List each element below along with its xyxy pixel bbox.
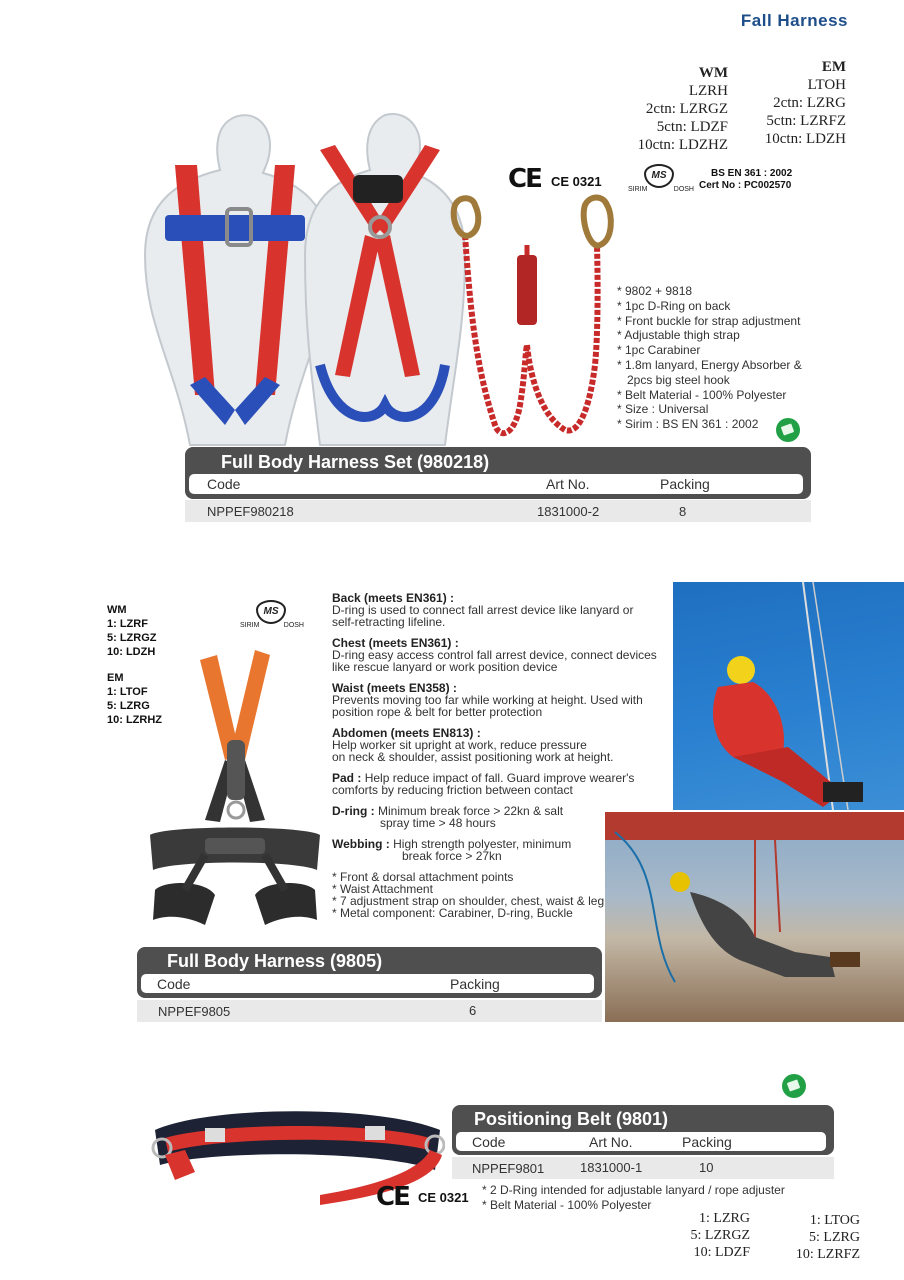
rope-access-photo-1 [673,582,904,810]
ce-number: CE 0321 [418,1190,469,1205]
feature-waist [332,682,657,718]
cell-packing: 10 [699,1160,714,1175]
wm-code-line: 5: LZRGZ [107,632,157,644]
header-code: Code [472,1134,506,1150]
feature-text: High strength polyester, minimum [393,837,572,851]
feature-back [332,592,657,628]
feature-text: Help reduce impact of fall. Guard improve wearer's [364,771,635,785]
wm-heading: WM [698,65,728,81]
cell-code: NPPEF9801 [472,1161,545,1176]
spec-line: * 1pc Carabiner [617,343,701,358]
em-code-line: 5ctn: LZRFZ [766,113,846,129]
code-line: 10: LZRFZ [795,1247,860,1262]
climber-illustration [673,582,904,810]
em-code-line: 1: LTOF [107,686,148,698]
spec-line: 2pcs big steel hook [617,372,730,387]
wm-code-line: 1: LZRF [107,618,148,630]
header-code: Code [207,476,241,492]
spec-line: * Belt Material - 100% Polyester [617,387,787,402]
code-line: 5: LZRGZ [690,1228,750,1243]
em-code-line: LTOH [807,77,846,93]
header-art-no: Art No. [546,476,590,492]
ms-logo-icon: MS [256,600,286,624]
belt-codes-left [691,1210,751,1261]
wm-code-line: 2ctn: LZRGZ [645,101,728,117]
em-code-line: 2ctn: LZRG [773,95,846,111]
header-code: Code [157,976,191,992]
table-row [452,1157,834,1179]
worker-illustration [605,812,904,1022]
spec-line: * Front buckle for strap adjustment [617,313,801,328]
feature-label: Pad : [332,771,362,785]
spec-line: * Belt Material - 100% Polyester [482,1198,652,1212]
code-line: 1: LZRG [699,1211,750,1226]
feature-text: D-ring easy access control fall arrest device, connect devices [332,648,657,662]
feature-text: on neck & shoulder, assist positioning work at height. [332,750,614,764]
feature-chest [332,637,657,673]
dosh-label: DOSH [283,622,304,629]
rope-access-photo-2 [605,812,904,1022]
feature-text: like rescue lanyard or work position device [332,660,558,674]
product-title: Full Body Harness Set (980218) [221,452,490,472]
table-row [137,1000,602,1022]
em-heading: EM [107,672,124,684]
em-code-line: 10: LZRHZ [107,714,162,726]
ms-logo-icon: MS [644,164,674,188]
sirim-label: SIRIM [240,622,260,629]
feature-label: Webbing : [332,837,390,851]
sirim-badge [628,164,694,196]
em-code-line: 5: LZRG [107,700,150,712]
spec-line: * Sirim : BS EN 361 : 2002 [617,417,759,432]
wm-code-line: 10: LDZH [107,646,156,658]
feature-text: comforts by reducing friction between contact [332,783,573,797]
harness-set-photo [135,105,615,450]
feature-text: spray time > 48 hours [380,816,496,830]
feature-text: position rope & belt for better protection [332,705,543,719]
table-header-row [141,974,594,993]
ce-mark-icon: CE [376,1182,409,1212]
sirim-badge [240,600,304,632]
table-header-row [189,474,803,494]
code-line: 5: LZRG [809,1230,860,1245]
green-eco-icon [776,418,800,442]
feature-text: Minimum break force > 22kn & salt [378,804,564,818]
wm-code-line: 10ctn: LDZHZ [637,137,728,153]
spec-line: * 1.8m lanyard, Energy Absorber & [617,357,802,372]
sirim-label: SIRIM [628,186,648,193]
em-code-block [765,58,846,148]
feature-label: D-ring : [332,804,375,818]
code-line: 10: LDZF [693,1245,750,1260]
em-heading: EM [821,59,846,75]
spec-line: * 2 D-Ring intended for adjustable lanyard / rope adjuster [482,1183,785,1197]
cell-packing: 8 [679,504,687,519]
harness-set-title-bar [185,447,811,499]
spec-line: * 9802 + 9818 [617,284,693,298]
feature-text: Help worker sit upright at work, reduce pressure [332,738,587,752]
harness-set-illustration [135,105,615,450]
bullet-line: * 7 adjustment strap on shoulder, chest, waist & leg [332,894,605,908]
harness-set-specs [617,284,802,432]
feature-heading: Abdomen (meets EN813) : [332,726,481,740]
bullet-line: * Front & dorsal attachment points [332,870,514,884]
dosh-label: DOSH [673,186,694,193]
positioning-belt-title-bar [452,1105,834,1155]
cell-packing: 6 [469,1003,477,1018]
em-code-line: 10ctn: LDZH [764,131,846,147]
full-body-harness-photo [145,650,325,935]
header-packing: Packing [682,1134,732,1150]
feature-pad [332,772,657,796]
wm-heading: WM [107,604,127,616]
feature-text: D-ring is used to connect fall arrest device like lanyard or [332,603,634,617]
standard-text: BS EN 361 : 2002 [711,168,793,179]
wm-code-line: 5ctn: LDZF [656,119,728,135]
header-art-no: Art No. [589,1134,633,1150]
feature-text: self-retracting lifeline. [332,615,446,629]
harness-illustration [145,650,325,935]
feature-text: break force > 27kn [402,849,502,863]
product-title: Full Body Harness (9805) [167,951,383,971]
feature-heading: Waist (meets EN358) : [332,681,457,695]
spec-line: * 1pc D-Ring on back [617,298,731,313]
cell-code: NPPEF9805 [158,1004,231,1019]
table-row [185,500,811,522]
header-packing: Packing [660,476,710,492]
cell-code: NPPEF980218 [207,504,294,519]
product-title: Positioning Belt (9801) [474,1109,669,1129]
cert-number: Cert No : PC002570 [699,180,792,191]
feature-abdomen [332,727,657,763]
spec-line: * Adjustable thigh strap [617,328,740,343]
code-line: 1: LTOG [809,1213,860,1228]
cell-art-no: 1831000-2 [537,504,600,519]
bullet-line: * Metal component: Carabiner, D-ring, Buckle [332,906,573,920]
feature-heading: Chest (meets EN361) : [332,636,459,650]
ce-mark-icon: CE [508,164,541,194]
cell-art-no: 1831000-1 [580,1160,643,1175]
cert-info [699,168,792,192]
page-title: Fall Harness [740,11,848,30]
table-header-row [456,1132,826,1151]
feature-heading: Back (meets EN361) : [332,591,455,605]
bullet-line: * Waist Attachment [332,882,433,896]
belt-specs [482,1183,785,1213]
header-packing: Packing [450,976,500,992]
ce-number: CE 0321 [551,174,602,189]
green-eco-icon [782,1074,806,1098]
wm-code-line: LZRH [688,83,728,99]
wm-code-block [638,64,728,154]
full-body-harness-title-bar [137,947,602,998]
belt-codes-right [796,1212,860,1263]
feature-text: Prevents moving too far while working at height. Used with [332,693,643,707]
spec-line: * Size : Universal [617,402,709,417]
